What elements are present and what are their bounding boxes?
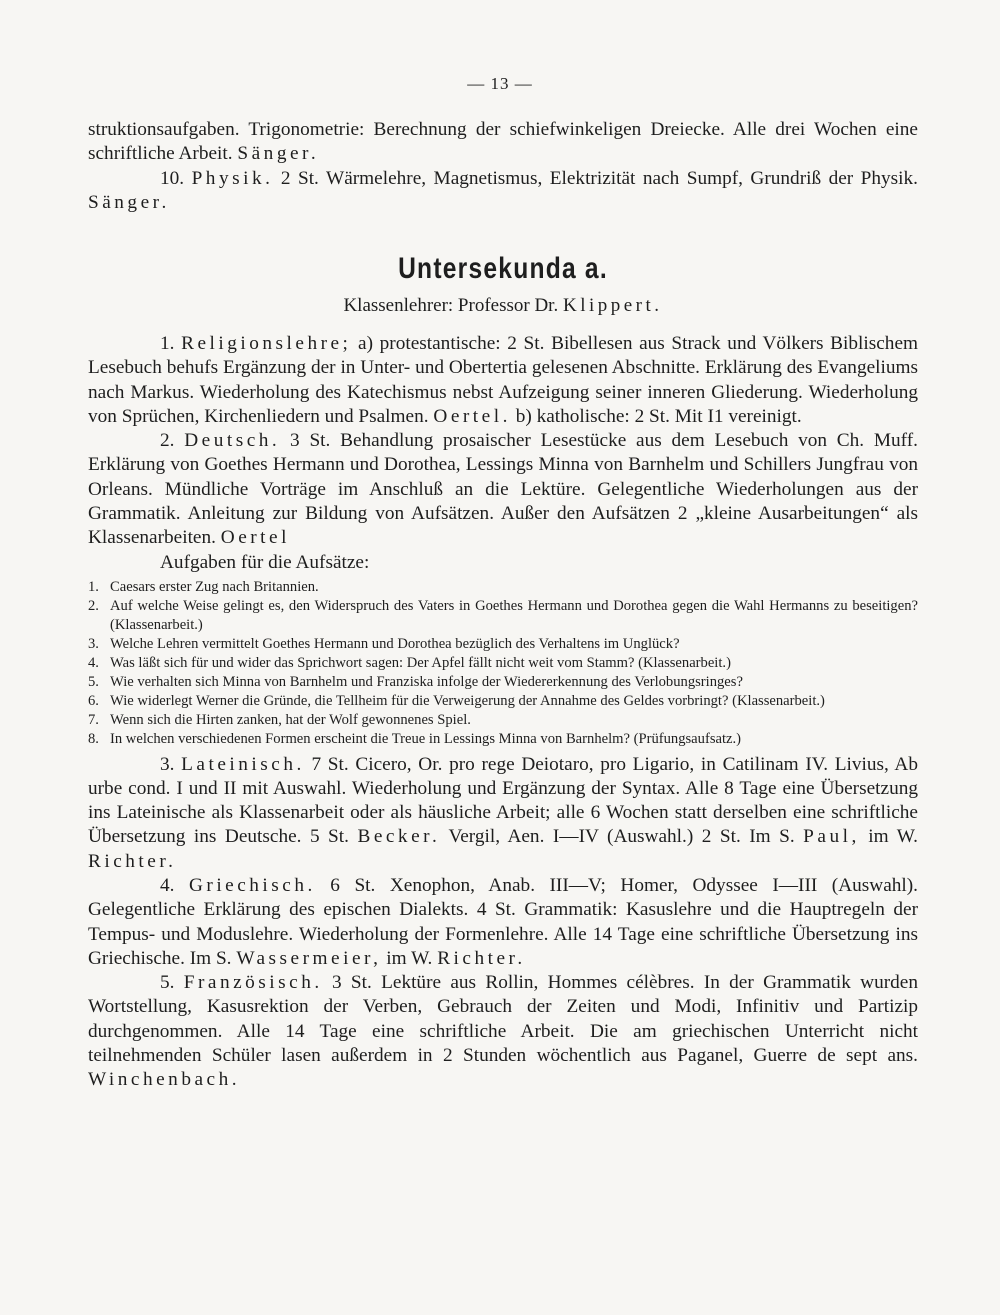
list-item — [88, 711, 918, 730]
topic-num: 1. — [88, 578, 99, 595]
topic-text: Auf welche Weise gelingt es, den Widerspruch des Vaters in Goethes Hermann und Dorothea gegen die Wahl Hermanns zu beseitigen? (Klassenarbeit.) — [110, 597, 918, 633]
physik-num: 10. — [160, 167, 185, 189]
deutsch-paragraph — [88, 429, 918, 550]
topic-num: 8. — [88, 731, 99, 748]
latein-text3: im W. — [859, 826, 918, 848]
topic-num: 4. — [88, 655, 99, 672]
religion-text1: a) protestantische: 2 St. Bibellesen aus Strack und Völkers Biblischem Lesebuch behufs Ergänzung der in Unter- und Obertertia gelesenen Abschnitte. Erklärung des Evangeliums nach Markus. Wiederholung des Katechismus nebst Aufzeigung seiner inneren Gliederung. Wiederholung von Sprüchen, Kirchenliedern und Psalmen. — [88, 333, 919, 427]
deutsch-num: 2. — [160, 430, 175, 452]
topic-num: 7. — [88, 712, 99, 729]
griechisch-text2: im W. — [381, 947, 438, 969]
physik-text: 2 St. Wärmelehre, Magnetismus, Elektrizität nach Sumpf, Grundriß der Physik. — [273, 167, 918, 189]
intro-paragraph — [88, 118, 918, 167]
intro-block — [88, 118, 918, 215]
topic-num: 2. — [88, 597, 99, 614]
section-heading-block — [88, 252, 918, 318]
topic-text: Wie widerlegt Werner die Gründe, die Tellheim für die Verweigerung der Annahme des Geldes vorbringt? (Klassenarbeit.) — [110, 693, 825, 710]
list-item — [88, 673, 918, 692]
physik-subject: Physik. — [191, 167, 274, 189]
religion-subject: Religionslehre; — [181, 333, 352, 354]
griechisch-teacher1: Wassermeier, — [236, 947, 382, 969]
deutsch-subject: Deutsch. — [184, 430, 281, 452]
essay-topics-list — [88, 578, 918, 750]
list-item — [88, 692, 918, 711]
topic-num: 3. — [88, 635, 99, 652]
page-number: — 13 — — [467, 74, 533, 93]
griechisch-text1: 6 St. Xenophon, Anab. III—V; Homer, Odyssee I—III (Auswahl). Gelegentliche Erklärung des epischen Dialekts. 4 St. Grammatik: Kasuslehre und die Hauptregeln der Tempus- und Moduslehre. Wiederholung der Formenlehre. Alle 14 Tage eine schriftliche Übersetzung ins Griechische. Im S. — [88, 875, 918, 969]
deutsch-teacher: Oertel — [220, 527, 290, 549]
topic-num: 5. — [88, 674, 99, 691]
latein-teacher3: Richter. — [88, 850, 177, 872]
topic-text: Wenn sich die Hirten zanken, hat der Wolf gewonnenes Spiel. — [110, 712, 471, 729]
latein-text1: 7 St. Cicero, Or. pro rege Deiotaro, pro Ligario, in Catilinam IV. Livius, Ab urbe cond. I und II mit Auswahl. Wiederholung und Ergänzung der Syntax. Alle 8 Tage eine Übersetzung ins Lateinische als Klassenarbeit oder als häusliche Arbeit; alle 6 Wochen statt derselben eine schriftliche Übersetzung ins Deutsche. 5 St. — [88, 753, 918, 848]
list-item — [88, 578, 918, 597]
essay-topics-heading: Aufgaben für die Aufsätze: — [160, 551, 370, 573]
latein-teacher2: Paul, — [803, 826, 860, 848]
religion-teacher: Oertel. — [433, 405, 511, 427]
latein-paragraph — [88, 753, 918, 874]
latein-text2: Vergil, Aen. I—IV (Auswahl.) 2 St. Im S. — [440, 826, 804, 848]
list-item — [88, 654, 918, 673]
class-teacher-name: Klippert. — [562, 295, 663, 316]
subjects-block — [88, 332, 918, 1093]
topic-text: Welche Lehren vermittelt Goethes Hermann und Dorothea bezüglich des Verhaltens im Unglück? — [110, 635, 680, 652]
franzoesisch-text: 3 St. Lektüre aus Rollin, Hommes célèbres. In der Grammatik wurden Wortstellung, Kasusrektion der Verben, Gebrauch der Zeiten und Modi, Infinitiv und Partizip durchgenommen. Alle 14 Tage eine schriftliche Arbeit. Die am griechischen Unterricht nicht teilnehmenden Schüler lasen außerdem in 2 Stunden wöchentlich aus Paganel, Guerre de sept ans. — [88, 972, 918, 1067]
franzoesisch-teacher: Winchenbach. — [88, 1069, 241, 1091]
topic-text: Was läßt sich für und wider das Sprichwort sagen: Der Apfel fällt nicht weit vom Stamm? (Klassenarbeit.) — [110, 655, 731, 672]
griechisch-subject: Griechisch. — [188, 875, 316, 896]
latein-subject: Lateinisch. — [181, 753, 305, 775]
griechisch-teacher2: Richter. — [437, 947, 526, 969]
franzoesisch-num: 5. — [160, 972, 175, 994]
intro-teacher: Sänger. — [237, 143, 320, 165]
physik-teacher: Sänger. — [88, 191, 170, 213]
latein-teacher1: Becker. — [357, 826, 441, 848]
religion-num: 1. — [160, 333, 175, 354]
deutsch-text: 3 St. Behandlung prosaischer Lesestücke aus dem Lesebuch von Ch. Muff. Erklärung von Goethes Hermann und Dorothea, Lessings Minna von Barnhelm und Schillers Jungfrau von Orleans. Mündliche Vorträge im Anschluß an die Lektüre. Gelegentliche Wiederholungen aus der Grammatik. Anleitung zur Bildung von Aufsätzen. Außer den Aufsätzen 2 „kleine Ausarbeitungen“ als Klassenarbeiten. — [88, 430, 918, 549]
religion-paragraph — [88, 332, 918, 429]
topic-num: 6. — [88, 693, 99, 710]
intro-text: struktionsaufgaben. Trigonometrie: Berechnung der schiefwinkeligen Dreiecke. Alle drei Wochen eine schriftliche Arbeit. — [88, 119, 918, 165]
class-teacher-label: Klassenlehrer: Professor Dr. — [343, 295, 563, 316]
topic-text: Caesars erster Zug nach Britannien. — [110, 578, 319, 595]
list-item — [88, 730, 918, 749]
physik-paragraph — [88, 167, 918, 216]
section-title: Untersekunda a. — [398, 252, 608, 285]
franzoesisch-subject: Französisch. — [183, 972, 323, 994]
franzoesisch-paragraph — [88, 971, 918, 1092]
list-item — [88, 635, 918, 654]
griechisch-paragraph — [88, 874, 918, 971]
topic-text: In welchen verschiedenen Formen erscheint die Treue in Lessings Minna von Barnhelm? (Prüfungsaufsatz.) — [110, 731, 742, 748]
religion-text2: b) katholische: 2 St. Mit I1 vereinigt. — [510, 405, 802, 427]
topic-text: Wie verhalten sich Minna von Barnhelm und Franziska infolge der Wiedererkennung des Verlobungsringes? — [110, 674, 743, 691]
class-teacher-line — [88, 294, 918, 318]
latein-num: 3. — [160, 753, 175, 775]
list-item — [88, 597, 918, 635]
griechisch-num: 4. — [160, 875, 175, 896]
